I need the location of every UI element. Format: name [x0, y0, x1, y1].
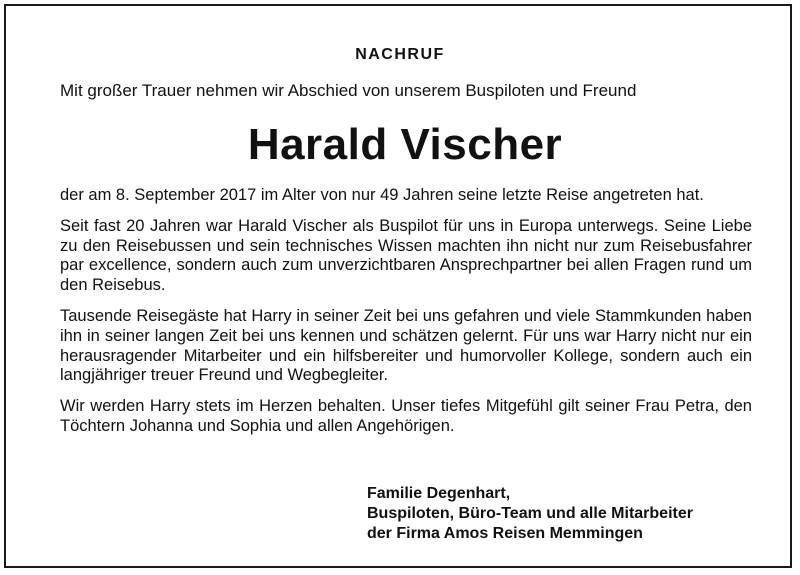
signature-block	[367, 484, 693, 544]
paragraph-3: Tausende Reisegäste hat Harry in seiner Zeit bei uns gefahren und viele Stammkunden haben ihn in seiner langen Zeit bei uns kennen und schätzen gelernt. Für uns war Harry nicht nur ein herausragender Mitarbeiter und ein hilfsbereiter und humorvoller Kollege, sondern auch ein langjähriger treuer Freund und Wegbegleiter.	[60, 306, 752, 385]
notice-body	[60, 186, 752, 448]
notice-heading: NACHRUF	[355, 46, 445, 63]
deceased-name: Harald Vischer	[247, 120, 563, 169]
paragraph-4: Wir werden Harry stets im Herzen behalten. Unser tiefes Mitgefühl gilt seiner Frau Petra, den Töchtern Johanna und Sophia und allen Angehörigen.	[60, 397, 752, 435]
paragraph-2: Seit fast 20 Jahren war Harald Vischer als Buspilot für uns in Europa unterwegs. Seine Liebe zu den Reisebussen und sein technisches Wissen machten ihn nicht nur zum Reisebusfahrer par excellence, sondern auch zum unverzichtbaren Ansprechpartner bei allen Fragen rund um den Reisebus.	[60, 216, 752, 295]
signature-line-1: Familie Degenhart,	[367, 485, 511, 502]
intro-line: Mit großer Trauer nehmen wir Abschied von unserem Buspiloten und Freund	[60, 81, 637, 100]
paragraph-1: der am 8. September 2017 im Alter von nur 49 Jahren seine letzte Reise angetreten hat.	[60, 186, 704, 204]
signature-line-3: der Firma Amos Reisen Memmingen	[367, 525, 643, 542]
signature-line-2: Buspiloten, Büro-Team und alle Mitarbeiter	[367, 505, 693, 522]
